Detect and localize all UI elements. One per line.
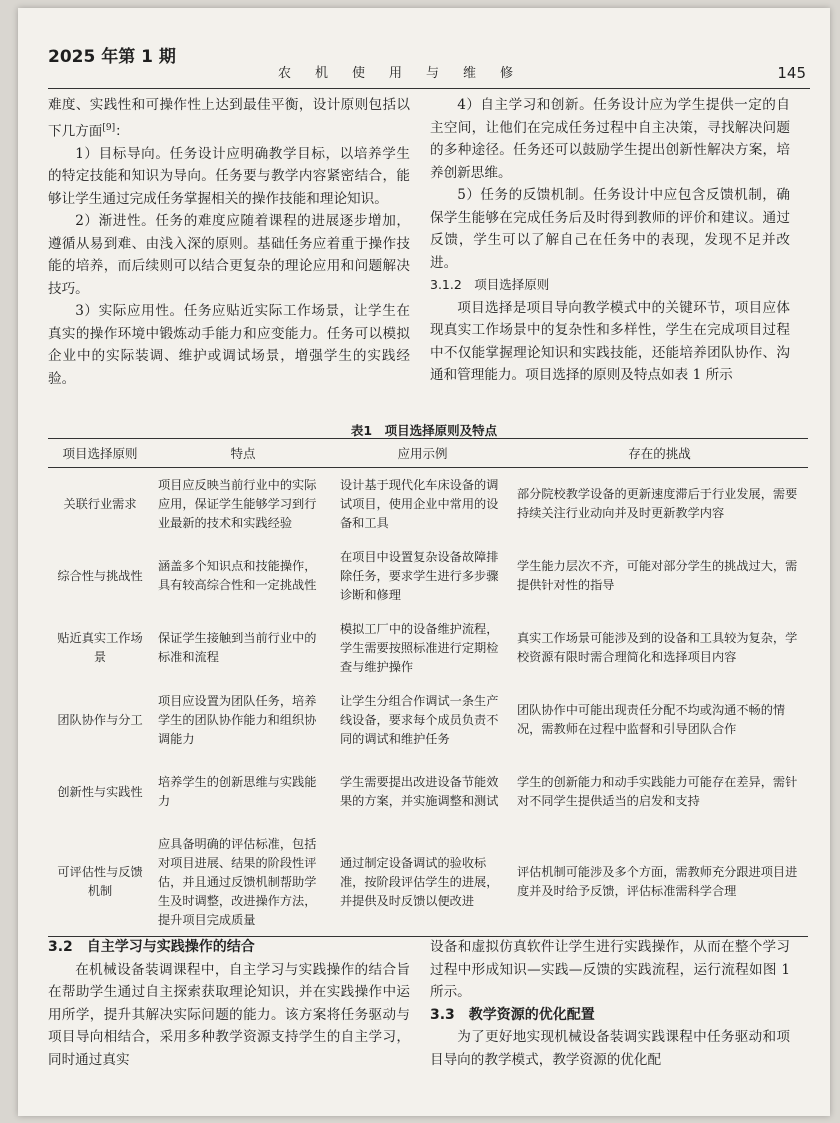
table-header-cell: 存在的挑战: [511, 439, 808, 468]
table-cell: 学生能力层次不齐，可能对部分学生的挑战过大，需提供针对性的指导: [517, 559, 798, 592]
left-column-top: [48, 94, 410, 390]
table-cell: 学生需要提出改进设备节能效果的方案，并实施调整和测试: [340, 775, 499, 808]
table-cell: 部分院校教学设备的更新速度滞后于行业发展，需要持续关注行业动向并及时更新教学内容: [517, 487, 798, 520]
table-cell: 团队协作中可能出现责任分配不均或沟通不畅的情况，需教师在过程中监督和引导团队合作: [517, 703, 786, 736]
table-row: [48, 756, 808, 828]
paragraph: 设备和虚拟仿真软件让学生进行实践操作，从而在整个学习过程中形成知识—实践—反馈的实践流程，运行流程如图 1 所示。: [430, 939, 790, 1000]
table-header-cell: 特点: [152, 439, 334, 468]
section-heading: 3.3 教学资源的优化配置: [430, 1006, 595, 1023]
left-column-bottom: [48, 936, 410, 1071]
table-cell: 培养学生的创新思维与实践能力: [158, 775, 317, 808]
table-cell: 涵盖多个知识点和技能操作，具有较高综合性和一定挑战性: [158, 559, 317, 592]
table-cell: 让学生分组合作调试一条生产线设备，要求每个成员负责不同的调试和维护任务: [340, 693, 499, 746]
table-cell: 真实工作场景可能涉及到的设备和工具较为复杂，学校资源有限时需合理简化和选择项目内容: [517, 631, 798, 664]
table-cell: 创新性与实践性: [57, 784, 143, 799]
right-column-top: [430, 94, 790, 387]
subsection-heading: 3.1.2 项目选择原则: [430, 277, 550, 292]
page: [18, 8, 830, 1116]
right-column-bottom: [430, 936, 790, 1071]
table-cell: 综合性与挑战性: [57, 568, 143, 583]
principle-item: 2）渐进性。任务的难度应随着课程的进展逐步增加，遵循从易到难、由浅入深的原则。基础任务应着重于操作技能的培养，而后续则可以结合更复杂的理论应用和问题解决技巧。: [48, 213, 410, 297]
table-cell: 团队协作与分工: [57, 712, 143, 727]
page-header: [48, 42, 810, 89]
table-row: [48, 540, 808, 612]
table-cell: 关联行业需求: [63, 496, 137, 511]
table-header-cell: 项目选择原则: [48, 439, 152, 468]
table-row: [48, 828, 808, 937]
section-heading: 3.2 自主学习与实践操作的结合: [48, 939, 255, 955]
paragraph: 为了更好地实现机械设备装调实践课程中任务驱动和项目导向的教学模式，教学资源的优化配: [430, 1029, 790, 1068]
table-cell: 可评估性与反馈机制: [48, 828, 152, 937]
table-caption: 表1 项目选择原则及特点: [350, 423, 498, 438]
principle-item: 4）自主学习和创新。任务设计应为学生提供一定的自主空间，让他们在完成任务过程中自主决策，寻找解决问题的多种途径。任务还可以鼓励学生提出创新性解决方案，培养创新思维。: [430, 97, 790, 181]
table-cell: 评估机制可能涉及多个方面，需教师充分跟进项目进度并及时给予反馈，评估标准需科学合理: [511, 828, 808, 937]
page-number: 145: [777, 64, 806, 82]
journal-title: 农机使用与维修: [278, 66, 538, 81]
principle-item: 5）任务的反馈机制。任务设计中应包含反馈机制，确保学生能够在完成任务后及时得到教师的评价和建议。通过反馈，学生可以了解自己在任务中的表现，发现不足并改进。: [430, 187, 790, 271]
principle-item: 1）目标导向。任务设计应明确教学目标，以培养学生的特定技能和知识为导向。任务要与教学内容紧密结合，能够让学生通过完成任务掌握相关的操作技能和理论知识。: [48, 145, 410, 207]
table-cell: 设计基于现代化车床设备的调试项目，使用企业中常用的设备和工具: [340, 477, 499, 530]
table-cell: 学生的创新能力和动手实践能力可能存在差异，需针对不同学生提供适当的启发和支持: [517, 775, 798, 808]
intro-line: 难度、实践性和可操作性上达到最佳平衡，设计原则包括以下几方面[9]：: [48, 97, 411, 140]
table-cell: 保证学生接触到当前行业中的标准和流程: [158, 631, 317, 664]
table-header-row: [48, 439, 808, 468]
table-row: [48, 468, 808, 541]
table-cell: 项目应反映当前行业中的实际应用，保证学生能够学习到行业最新的技术和实践经验: [158, 477, 317, 530]
principles-table: [48, 438, 808, 937]
table-cell: 项目应设置为团队任务，培养学生的团队协作能力和组织协调能力: [158, 693, 317, 746]
paragraph: 项目选择是项目导向教学模式中的关键环节，项目应体现真实工作场景中的复杂性和多样性，学生在完成项目过程中不仅能掌握理论知识和实践技能，还能培养团队协作、沟通和管理能力。项目选择的原则及特点如表 1 所示: [430, 299, 790, 383]
paragraph: 在机械设备装调课程中，自主学习与实践操作的结合旨在帮助学生通过自主探索获取理论知识，并在实践操作中运用所学，提升其解决实际问题的能力。该方案将任务驱动与项目导向相结合，采用多种教学资源支持学生的自主学习，同时通过真实: [48, 961, 410, 1068]
table-cell: 贴近真实工作场景: [57, 631, 143, 664]
issue-label: 2025 年第 1 期: [48, 47, 176, 67]
reference-mark: [9]: [102, 122, 116, 133]
table-cell: 通过制定设备调试的验收标准，按阶段评估学生的进展，并提供及时反馈以便改进: [334, 828, 511, 937]
table-cell: 在项目中设置复杂设备故障排除任务，要求学生进行多步骤诊断和修理: [340, 549, 499, 602]
table-row: [48, 684, 808, 756]
table-header-cell: 应用示例: [334, 439, 511, 468]
table-cell: 模拟工厂中的设备维护流程，学生需要按照标准进行定期检查与维护操作: [340, 621, 499, 674]
principle-item: 3）实际应用性。任务应贴近实际工作场景，让学生在真实的操作环境中锻炼动手能力和应变能力。任务可以模拟企业中的实际装调、维护或调试场景，增强学生的实践经验。: [48, 303, 410, 387]
table-cell: 应具备明确的评估标准，包括对项目进展、结果的阶段性评估，并且通过反馈机制帮助学生及时调整，改进操作方法，提升项目完成质量: [152, 828, 334, 937]
table-row: [48, 612, 808, 684]
